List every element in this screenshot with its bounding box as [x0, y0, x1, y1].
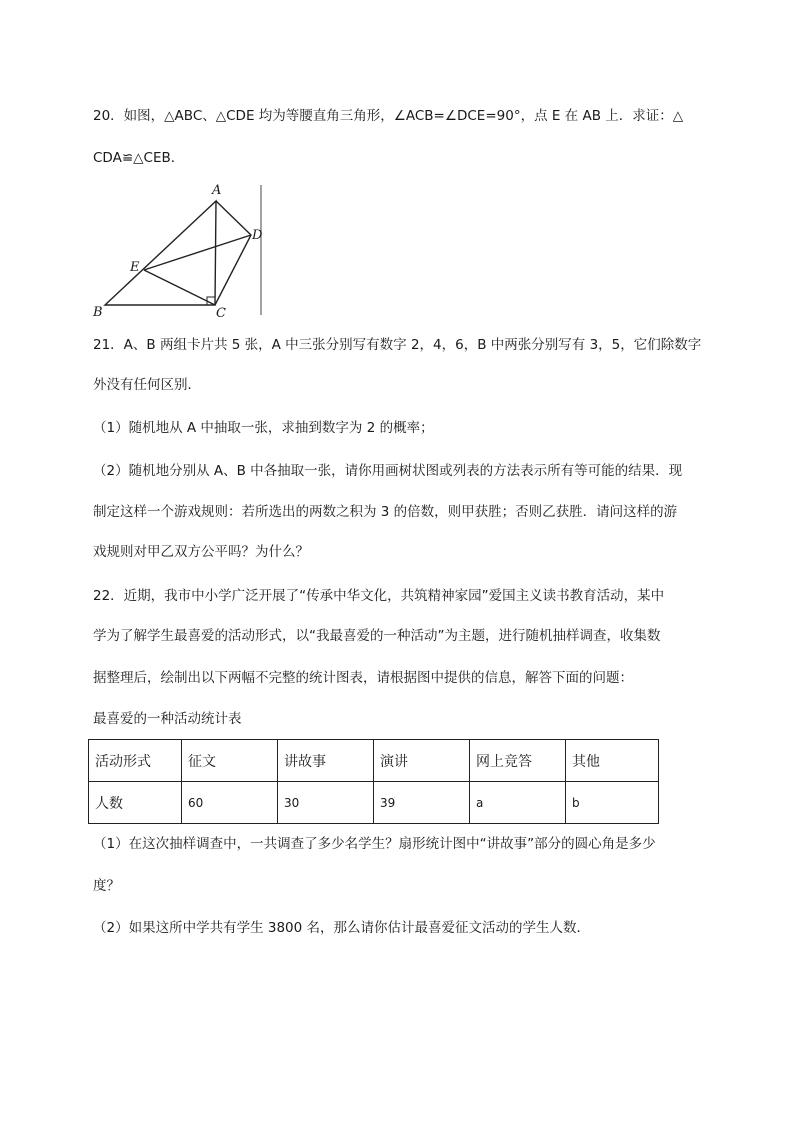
triangle-abc [105, 201, 216, 305]
table-header-cell: 网上竞答 [470, 740, 566, 782]
table-header-cell: 活动形式 [89, 740, 182, 782]
table-header-cell: 讲故事 [278, 740, 374, 782]
table-row [89, 782, 659, 824]
triangle-figure [90, 180, 270, 320]
label-a: A [212, 183, 222, 198]
table-cell: a [470, 782, 566, 824]
q20-text-line1: 20．如图，△ABC、△CDE 均为等腰直角三角形，∠ACB=∠DCE=90°，点 E 在 AB 上．求证：△ [93, 108, 684, 124]
q22-part2: （2）如果这所中学共有学生 3800 名，那么请你估计最喜爱征文活动的学生人数． [93, 920, 591, 936]
table-cell: b [566, 782, 659, 824]
table-cell: 39 [374, 782, 470, 824]
q21-part1: （1）随机地从 A 中抽取一张，求抽到数字为 2 的概率； [93, 420, 434, 436]
q21-part2-line1: （2）随机地分别从 A、B 中各抽取一张，请你用画树状图或列表的方法表示所有等可能的结果．现 [93, 463, 683, 479]
segments-ad-dc [215, 201, 251, 305]
activity-stats-table [88, 739, 659, 824]
label-c: C [216, 306, 226, 320]
label-e: E [130, 260, 140, 275]
q22-text-line3: 据整理后，绘制出以下两幅不完整的统计图表，请根据图中提供的信息，解答下面的问题： [93, 670, 633, 686]
table-caption: 最喜爱的一种活动统计表 [93, 711, 242, 727]
q21-part2-line2: 制定这样一个游戏规则：若所选出的两数之积为 3 的倍数，则甲获胜；否则乙获胜．请问这样的游 [93, 504, 678, 520]
label-b: B [93, 305, 103, 320]
table-cell: 60 [182, 782, 278, 824]
q22-text-line1: 22．近期，我市中小学广泛开展了“传承中华文化，共筑精神家园”爱国主义读书教育活动，某中 [93, 588, 665, 604]
table-header-cell: 征文 [182, 740, 278, 782]
table-cell: 30 [278, 782, 374, 824]
q22-part1-line2: 度？ [93, 878, 120, 894]
table-header-cell: 演讲 [374, 740, 470, 782]
table-header-cell: 其他 [566, 740, 659, 782]
label-d: D [252, 228, 263, 243]
q21-part2-line3: 戏规则对甲乙双方公平吗？为什么？ [93, 544, 309, 560]
segment-ec [144, 270, 215, 305]
q22-part1-line1: （1）在这次抽样调查中，一共调查了多少名学生？扇形统计图中“讲故事”部分的圆心角是多少 [93, 836, 656, 852]
q21-text-line2: 外没有任何区别． [93, 377, 201, 393]
q22-text-line2: 学为了解学生最喜爱的活动形式，以“我最喜爱的一种活动”为主题，进行随机抽样调查，收集数 [93, 628, 661, 644]
table-row-label: 人数 [89, 782, 182, 824]
table-header-row [89, 740, 659, 782]
q20-text-line2: CDA≌△CEB． [93, 150, 185, 166]
q21-text-line1: 21．A、B 两组卡片共 5 张，A 中三张分别写有数字 2，4，6，B 中两张分别写有 3，5，它们除数字 [93, 337, 702, 353]
